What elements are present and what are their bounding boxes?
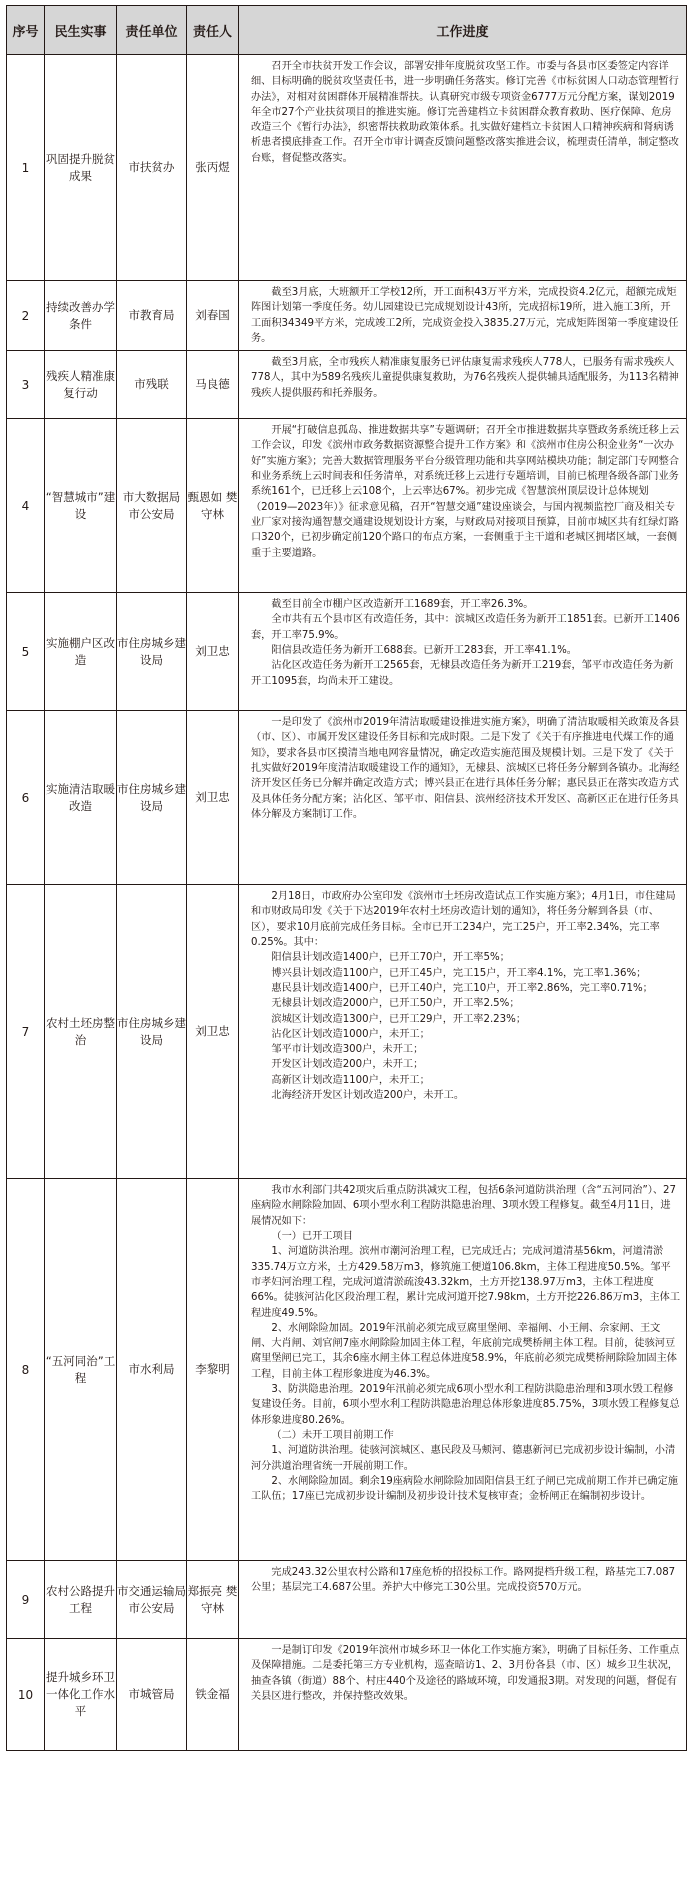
progress-paragraph: 无棣县计划改造2000户，已开工50户，开工率2.5%； bbox=[271, 998, 520, 1010]
progress-paragraph: 一是印发了《滨州市2019年清洁取暖建设推进实施方案》，明确了清洁取暖相关政策及各县（市、区）、市属开发区建设任务目标和完成时限。二是下发了《关于有序推进电代煤工作的通知》，要求各县市区摸清当地电网容量情况，确定改造实施范围及规模计划。三是下发了《关于扎实做好2019年度清洁取暖建设工作的通知》，无棣县、滨城区已将任务分解到各镇办。北海经济开发区任务已分解并确定改造方式；博兴县正在进行具体任务分解；惠民县正在落实改造方式及具体任务分配方案；沾化区、邹平市、阳信县、滨州经济技术开发区、高新区正在进行任务具体分解及方案制订工作。 bbox=[251, 717, 680, 820]
table-row bbox=[7, 1179, 687, 1561]
row-progress bbox=[239, 885, 687, 1179]
table-row bbox=[7, 885, 687, 1179]
row-unit: 市残联 bbox=[117, 351, 187, 419]
progress-paragraph: 开展“打破信息孤岛、推进数据共享”专题调研；召开全市推进数据共享暨政务系统迁移上云工作会议，印发《滨州市政务数据资源整合提升工作方案》和《滨州市住房公积金业务“一次办好”实施方案》；完善大数据管理服务平台分级管理功能和共享网站模块功能；制定部门专网整合和业务系统上云时间表和任务清单，对系统迁移上云进行专题培训，目前已梳理各级各部门业务系统161个，已迁移上云108个，上云率达67%。初步完成《智慧滨州顶层设计总体规划（2019—2023年）》征求意见稿，召开“智慧交通”建设座谈会，与国内视频监控厂商及相关专业厂家对接沟通智慧交通建设规划设计方案，与财政局对接项目预算，目前市城区共有红绿灯路口320个，已初步确定前120个路口的布点方案，一套侧重于主干道和老城区拥堵区域，一套侧重于主要道路。 bbox=[251, 425, 680, 559]
progress-paragraph: 召开全市扶贫开发工作会议，部署安排年度脱贫攻坚工作。市委与各县市区委签定内容详细、目标明确的脱贫攻坚责任书，进一步明确任务落实。修订完善《市标贫困人口动态管理暂行办法》，对相对贫困群体开展精准帮扶。认真研究市级专项资金6777万元分配方案，谋划2019年全市27个产业扶贫项目的推进实施。修订完善建档立卡贫困群众教育救助、医疗保障、危房改造三个《暂行办法》，织密帮扶救助政策体系。扎实做好建档立卡贫困人口精神疾病和肾病诱析患者摸底排查工作。召开全市审计调查反馈问题整改落实推进会议，梳理责任清单，制定整改台账，督促整改落实。 bbox=[251, 61, 679, 164]
row-number: 10 bbox=[7, 1639, 45, 1751]
row-item: 持续改善办学条件 bbox=[45, 281, 117, 351]
progress-paragraph: 北海经济开发区计划改造200户，未开工。 bbox=[271, 1090, 465, 1102]
livelihood-table bbox=[6, 5, 687, 1751]
row-number: 7 bbox=[7, 885, 45, 1179]
progress-paragraph: 沾化区计划改造1000户，未开工； bbox=[271, 1028, 430, 1040]
row-person: 刘春国 bbox=[187, 281, 239, 351]
row-person: 刘卫忠 bbox=[187, 593, 239, 711]
progress-paragraph: 高新区计划改造1100户，未开工； bbox=[271, 1074, 430, 1086]
row-progress bbox=[239, 281, 687, 351]
row-item: 巩固提升脱贫成果 bbox=[45, 55, 117, 281]
row-person: 铁金福 bbox=[187, 1639, 239, 1751]
progress-paragraph: 阳信县改造任务为新开工688套。已新开工283套，开工率41.1%。 bbox=[271, 645, 577, 657]
progress-paragraph: 邹平市计划改造300户，未开工； bbox=[271, 1044, 424, 1056]
table-row bbox=[7, 419, 687, 593]
row-unit: 市水利局 bbox=[117, 1179, 187, 1561]
row-progress bbox=[239, 1639, 687, 1751]
row-unit: 市扶贫办 bbox=[117, 55, 187, 281]
progress-paragraph: （二）未开工项目前期工作 bbox=[271, 1429, 394, 1441]
header-unit: 责任单位 bbox=[117, 6, 187, 55]
row-number: 6 bbox=[7, 711, 45, 885]
table-body bbox=[7, 55, 687, 1751]
row-person: 张丙煜 bbox=[187, 55, 239, 281]
row-person: 李黎明 bbox=[187, 1179, 239, 1561]
row-person: 郑振亮 樊守林 bbox=[187, 1561, 239, 1639]
row-item: 提升城乡环卫一体化工作水平 bbox=[45, 1639, 117, 1751]
progress-paragraph: 沾化区改造任务为新开工2565套，无棣县改造任务为新开工219套，邹平市改造任务为新开工1095套，均尚未开工建设。 bbox=[251, 660, 674, 687]
row-item: 残疾人精准康复行动 bbox=[45, 351, 117, 419]
row-person: 刘卫忠 bbox=[187, 711, 239, 885]
row-unit: 市交通运输局 市公安局 bbox=[117, 1561, 187, 1639]
progress-paragraph: 博兴县计划改造1100户，已开工45户，完工15户，开工率4.1%，完工率1.36%； bbox=[271, 967, 647, 979]
row-item: 实施棚户区改造 bbox=[45, 593, 117, 711]
row-person: 甄恩如 樊守林 bbox=[187, 419, 239, 593]
row-item: “五河同治”工程 bbox=[45, 1179, 117, 1561]
header-no: 序号 bbox=[7, 6, 45, 55]
row-item: “智慧城市”建设 bbox=[45, 419, 117, 593]
header-item: 民生实事 bbox=[45, 6, 117, 55]
progress-paragraph: 截至目前全市棚户区改造新开工1689套，开工率26.3%。 bbox=[271, 599, 534, 611]
row-unit: 市城管局 bbox=[117, 1639, 187, 1751]
table-row bbox=[7, 55, 687, 281]
progress-paragraph: 一是制订印发《2019年滨州市城乡环卫一体化工作实施方案》，明确了目标任务、工作重点及保障措施。二是委托第三方专业机构，巡查暗访1、2、3月份各县（市、区）城乡卫生状况，抽查各镇（街道）88个、村庄440个及途径的路域环境，印发通报3期。对发现的问题，督促有关县区进行整改，并保持整改效果。 bbox=[251, 1645, 680, 1703]
progress-paragraph: 滨城区计划改造1300户，已开工29户，开工率2.23%； bbox=[271, 1013, 527, 1025]
progress-paragraph: 截至3月底，大班额开工学校12所，开工面积43万平方米，完成投资4.2亿元，超额完成矩阵图计划第一季度任务。幼儿园建设已完成规划设计43所，完成招标19所，进入施工3所，开工面积34349平方米，完成竣工2所，完成资金投入3835.27万元，完成矩阵图第一季度建设任务。 bbox=[251, 287, 679, 344]
progress-paragraph: 阳信县计划改造1400户，已开工70户，开工率5%； bbox=[271, 952, 510, 964]
row-unit: 市教育局 bbox=[117, 281, 187, 351]
header-person: 责任人 bbox=[187, 6, 239, 55]
table-row bbox=[7, 711, 687, 885]
progress-paragraph: 全市共有五个县市区有改造任务，其中：滨城区改造任务为新开工1851套。已新开工1406套，开工率75.9%。 bbox=[251, 614, 680, 641]
row-unit: 市大数据局 市公安局 bbox=[117, 419, 187, 593]
progress-paragraph: 3、防洪隐患治理。2019年汛前必须完成6项小型水利工程防洪隐患治理和3项水毁工程修复建设任务。目前，6项小型水利工程防洪隐患治理总体形象进度85.75%，3项水毁工程修复总体形象进度80.26%。 bbox=[251, 1384, 680, 1426]
row-unit: 市住房城乡建设局 bbox=[117, 885, 187, 1179]
table-row bbox=[7, 593, 687, 711]
row-number: 1 bbox=[7, 55, 45, 281]
row-progress bbox=[239, 351, 687, 419]
row-number: 4 bbox=[7, 419, 45, 593]
row-number: 2 bbox=[7, 281, 45, 351]
progress-paragraph: 完成243.32公里农村公路和17座危桥的招投标工作。路网提档升级工程，路基完工7.087公里；基层完工4.687公里。养护大中修完工30公里。完成投资570万元。 bbox=[251, 1567, 676, 1594]
row-item: 实施清洁取暖改造 bbox=[45, 711, 117, 885]
progress-paragraph: 1、河道防洪治理。徒骇河滨城区、惠民段及马颊河、德惠新河已完成初步设计编制，小清河分洪道治理省统一开展前期工作。 bbox=[251, 1445, 676, 1472]
progress-paragraph: 惠民县计划改造1400户，已开工40户，完工10户，开工率2.86%，完工率0.71%； bbox=[271, 982, 653, 994]
table-row bbox=[7, 281, 687, 351]
progress-paragraph: 2、水闸除险加固。剩余19座病险水闸除险加固阳信县王红子闸已完成前期工作并已确定施工队伍；17座已完成初步设计编制及初步设计技术复核审查；金桥闸正在编制初步设计。 bbox=[251, 1475, 678, 1503]
row-progress bbox=[239, 593, 687, 711]
row-person: 刘卫忠 bbox=[187, 885, 239, 1179]
header-row bbox=[7, 6, 687, 55]
progress-paragraph: （一）已开工项目 bbox=[271, 1231, 353, 1243]
progress-paragraph: 截至3月底，全市残疾人精准康复服务已评估康复需求残疾人778人，已服务有需求残疾人778人，其中为589名残疾儿童提供康复救助，为76名残疾人提供辅具适配服务，为113名精神残疾人提供服药和托养服务。 bbox=[251, 357, 679, 399]
progress-paragraph: 2、水闸除险加固。2019年汛前必须完成豆腐里堡闸、幸福闸、小王闸、佘家闸、王文闸、大肖闸、刘官闸7座水闸除险加固主体工程，年底前完成樊桥闸主体工程。目前，徒骇河豆腐里堡闸已完工，其余6座水闸主体工程总体进度58.9%，年底前必须完成樊桥闸除险加固主体工程，目前主体工程形象进度为46.3%。 bbox=[251, 1322, 677, 1380]
progress-paragraph: 2月18日，市政府办公室印发《滨州市土坯房改造试点工作实施方案》；4月1日，市住建局和市财政局印发《关于下达2019年农村土坯房改造计划的通知》，将任务分解到各县（市、区），要求10月底前完成任务目标。全市已开工234户，完工25户，开工率2.34%，完工率0.25%。其中： bbox=[251, 891, 676, 949]
row-progress bbox=[239, 1179, 687, 1561]
row-number: 8 bbox=[7, 1179, 45, 1561]
row-number: 3 bbox=[7, 351, 45, 419]
row-progress bbox=[239, 1561, 687, 1639]
row-unit: 市住房城乡建设局 bbox=[117, 593, 187, 711]
row-progress bbox=[239, 419, 687, 593]
row-item: 农村土坯房整治 bbox=[45, 885, 117, 1179]
row-unit: 市住房城乡建设局 bbox=[117, 711, 187, 885]
table-row bbox=[7, 1639, 687, 1751]
row-number: 9 bbox=[7, 1561, 45, 1639]
table-row bbox=[7, 1561, 687, 1639]
table-row bbox=[7, 351, 687, 419]
row-person: 马良德 bbox=[187, 351, 239, 419]
progress-paragraph: 开发区计划改造200户，未开工； bbox=[271, 1059, 424, 1071]
row-number: 5 bbox=[7, 593, 45, 711]
row-progress bbox=[239, 55, 687, 281]
row-item: 农村公路提升工程 bbox=[45, 1561, 117, 1639]
progress-paragraph: 1、河道防洪治理。滨州市潮河治理工程，已完成迁占；完成河道清基56km，河道清淤335.74万立方米，土方429.58万m3，修筑施工便道106.8km，主体工程进度50.5%。邹平市孝妇河治理工程，完成河道清淤疏浚43.32km，土方开挖138.97万m3，主体工程进度66%。徒骇河沾化区段治理工程，累计完成河道开挖7.98km，土方开挖226.86万m3，主体工程进度49.5%。 bbox=[251, 1246, 681, 1319]
header-progress: 工作进度 bbox=[239, 6, 687, 55]
progress-paragraph: 我市水利部门共42项灾后重点防洪减灾工程，包括6条河道防洪治理（含“五河同治”）、27座病险水闸除险加固、6项小型水利工程防洪隐患治理、3项水毁工程修复。截至4月11日，进展情况如下： bbox=[251, 1185, 677, 1227]
row-progress bbox=[239, 711, 687, 885]
